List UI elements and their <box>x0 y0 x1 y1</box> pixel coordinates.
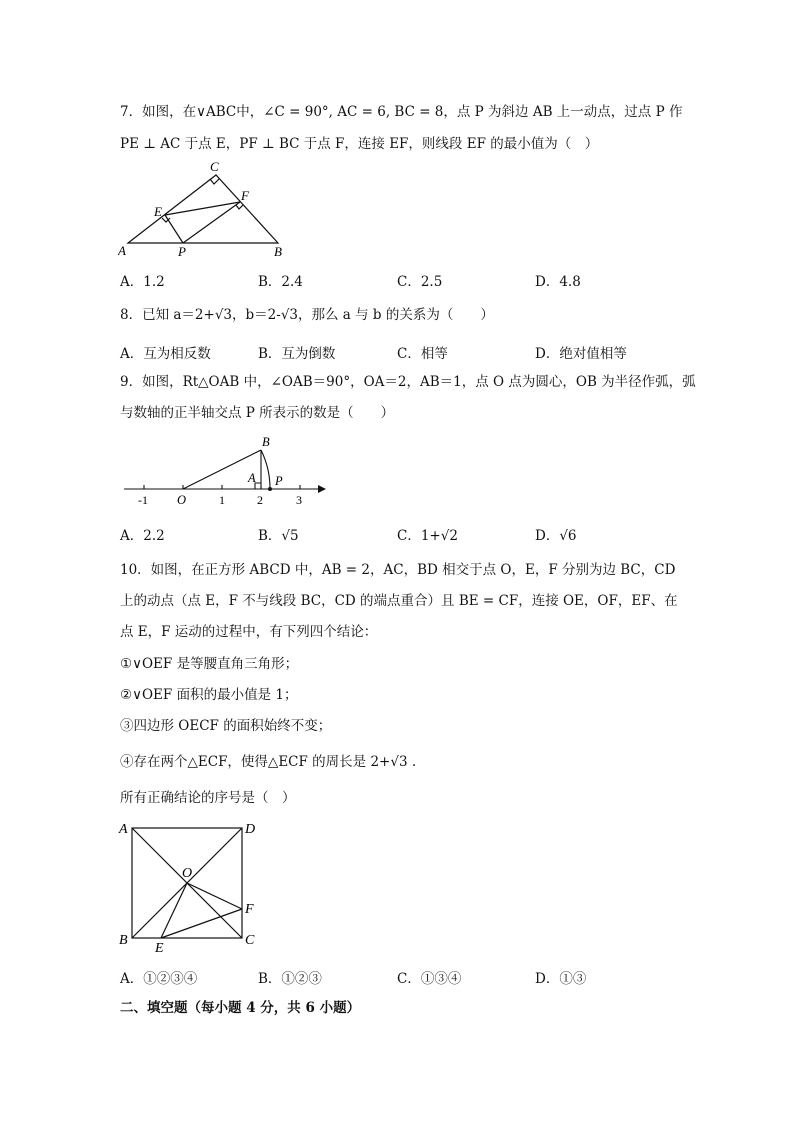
q10-label-e: E <box>155 941 164 953</box>
q7-label-b: B <box>274 244 282 259</box>
q7-label-a: A <box>118 243 126 258</box>
q9-label-p: P <box>275 474 283 488</box>
q7-option-d: D．4.8 <box>535 274 581 290</box>
q10-option-c: C．①③④ <box>397 971 462 987</box>
q10-label-a: A <box>119 822 128 837</box>
q9-label-o: O <box>177 493 187 507</box>
q10-stem-line1: 10．如图，在正方形 ABCD 中，AB = 2，AC，BD 相交于点 O，E，F 分别为边 BC，CD <box>120 562 676 578</box>
q10-stem-line3: 点 E，F 运动的过程中，有下列四个结论： <box>120 624 378 640</box>
q9-tick-1: 1 <box>219 493 225 507</box>
q7-stem-line2: PE ⊥ AC 于点 E，PF ⊥ BC 于点 F，连接 EF，则线段 EF 的最小值为（ ） <box>120 136 599 152</box>
q9-label-a: A <box>248 471 256 485</box>
q9-stem-line2: 与数轴的正半轴交点 P 所表示的数是（ ） <box>120 405 395 421</box>
q10-option-d: D．①③ <box>535 971 587 987</box>
q9-option-a: A．2.2 <box>120 528 165 544</box>
q10-option-b: B．①②③ <box>258 971 322 987</box>
q7-option-c: C．2.5 <box>397 274 443 290</box>
q10-stem-line2: 上的动点（点 E，F 不与线段 BC，CD 的端点重合）且 BE = CF，连接 OE，OF，EF、在 <box>120 593 678 609</box>
q7-stem-line1: 7．如图，在∨ABC中，∠C = 90°, AC = 6, BC = 8，点 P 为斜边 AB 上一动点，过点 P 作 <box>120 104 683 120</box>
q9-tick-3: 3 <box>296 493 302 507</box>
q9-tick-m1: -1 <box>138 493 148 507</box>
q10-figure <box>118 818 268 953</box>
q7-label-e: E <box>154 204 162 219</box>
q10-conclusion-4: ④存在两个△ECF，使得△ECF 的周长是 2+√3 . <box>120 754 417 770</box>
q9-option-d: D．√6 <box>535 528 577 544</box>
q9-tick-2: 2 <box>257 493 263 507</box>
q9-option-b: B．√5 <box>258 528 299 544</box>
q8-option-a: A．互为相反数 <box>120 346 211 362</box>
q8-option-d: D．绝对值相等 <box>535 346 627 362</box>
q8-option-b: B．互为倒数 <box>258 346 336 362</box>
q9-label-b: B <box>262 435 270 449</box>
q7-figure <box>118 158 293 260</box>
q7-option-a: A．1.2 <box>120 274 165 290</box>
q10-conclusion-2: ②∨OEF 面积的最小值是 1； <box>120 687 298 703</box>
q7-label-p: P <box>178 244 186 259</box>
q9-stem-line1: 9．如图，Rt△OAB 中，∠OAB＝90°，OA＝2，AB＝1，点 O 点为圆心，OB 为半径作弧，弧 <box>120 374 696 390</box>
q10-option-a: A．①②③④ <box>120 971 198 987</box>
q10-label-c: C <box>245 933 255 948</box>
q10-label-b: B <box>119 933 128 948</box>
q9-figure <box>120 432 330 512</box>
section-2-title: 二、填空题（每小题 4 分，共 6 小题） <box>120 1000 361 1016</box>
q10-conclusion-3: ③四边形 OECF 的面积始终不变； <box>120 718 332 734</box>
q8-option-c: C．相等 <box>397 346 448 362</box>
q7-label-f: F <box>241 188 249 203</box>
q10-prompt: 所有正确结论的序号是（ ） <box>120 790 296 806</box>
q10-conclusion-1: ①∨OEF 是等腰直角三角形； <box>120 656 299 672</box>
q7-label-c: C <box>210 159 219 174</box>
q10-label-f: F <box>245 902 254 917</box>
q10-label-d: D <box>245 822 256 837</box>
q8-stem: 8．已知 a＝2+√3，b＝2-√3，那么 a 与 b 的关系为（ ） <box>120 307 494 323</box>
q7-option-b: B．2.4 <box>258 274 303 290</box>
q9-option-c: C．1+√2 <box>397 528 458 544</box>
q10-label-o: O <box>182 866 193 881</box>
